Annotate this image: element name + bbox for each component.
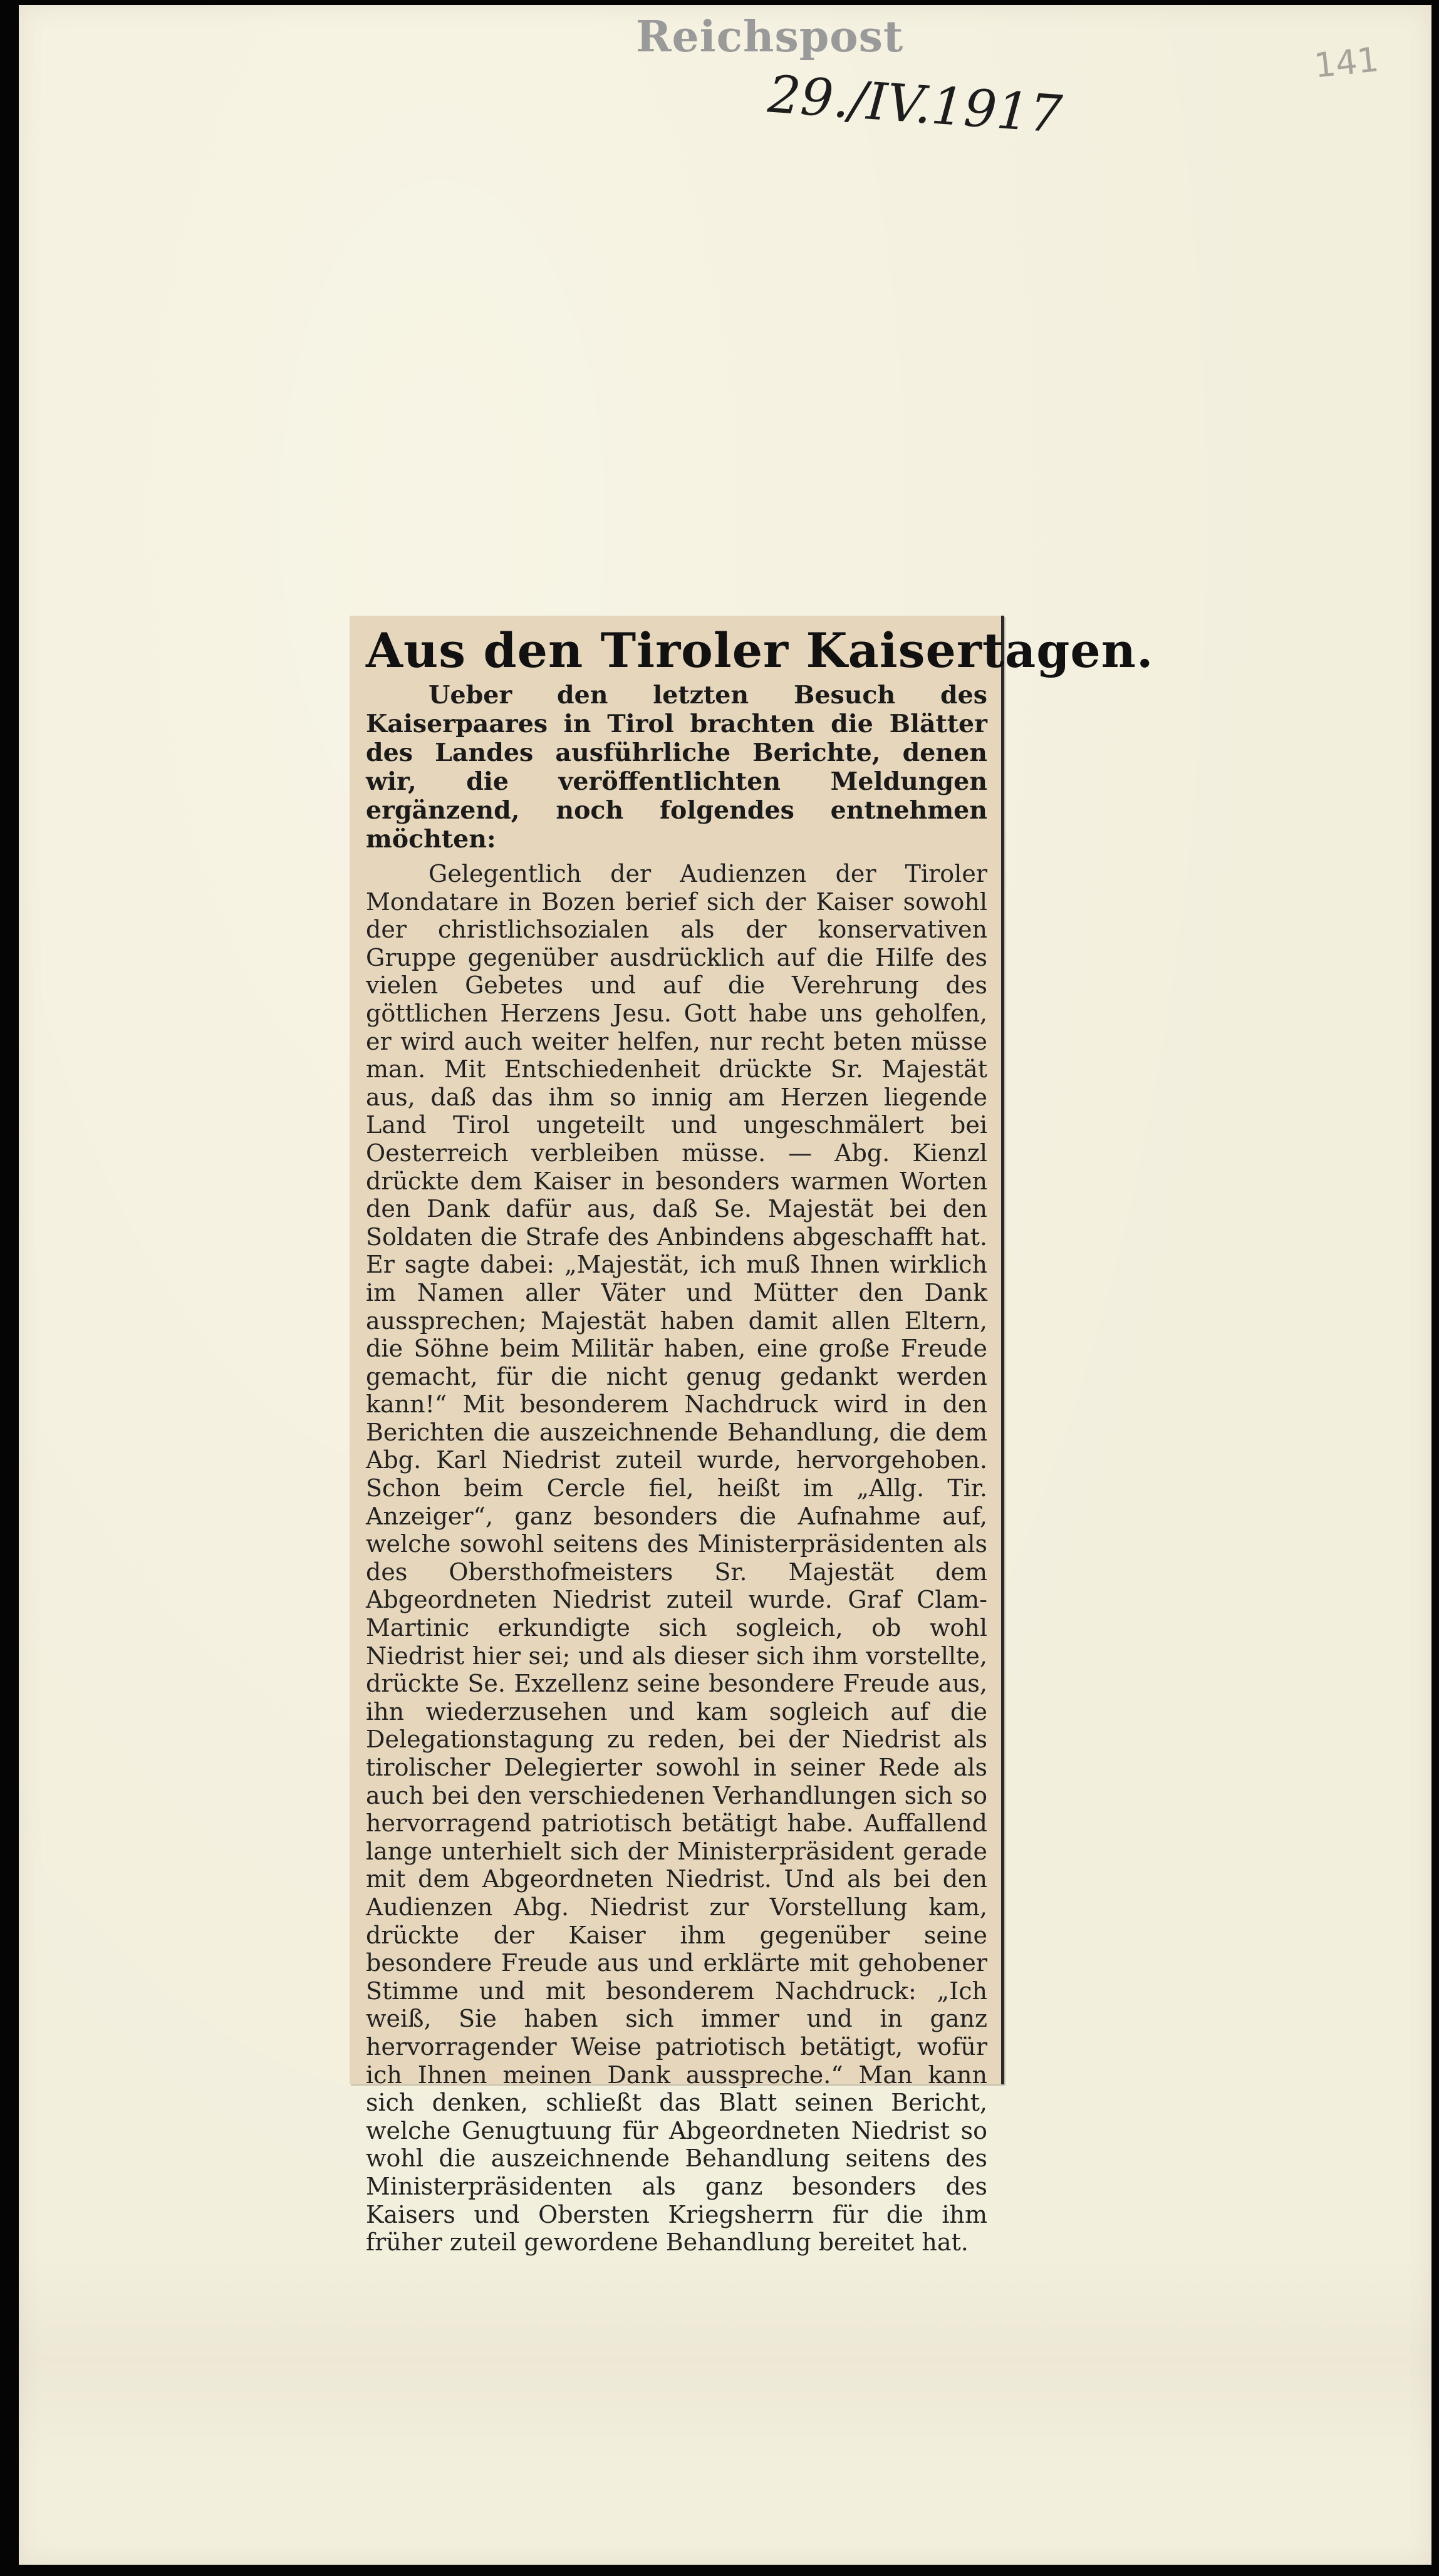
newspaper-clipping [350, 616, 1154, 2257]
newspaper-name-stamp: Reichspost [636, 12, 904, 62]
article-body: Gelegentlich der Audienzen der Tiroler Mondatare in Bozen berief sich der Kaiser sowohl der christlichsozialen als der konservativen Gruppe gegenüber ausdrücklich auf die Hilfe des vielen Gebetes und auf die Verehrung des göttlichen Herzens Jesu. Gott habe uns geholfen, er wird auch weiter helfen, nur recht beten müsse man. Mit Entschiedenheit drückte Sr. Majestät aus, daß das ihm so innig am Herzen liegende Land Tirol ungeteilt und ungeschmälert bei Oesterreich verbleiben müsse. — Abg. Kienzl drückte dem Kaiser in besonders warmen Worten den Dank dafür aus, daß Se. Majestät bei den Soldaten die Strafe des Anbindens abgeschafft hat. Er sagte dabei: „Majestät, ich muß Ihnen wirklich im Namen aller Väter und Mütter den Dank aussprechen; Majestät haben damit allen Eltern, die Söhne beim Militär haben, eine große Freude gemacht, für die nicht genug gedankt werden kann!“ Mit besonderem Nachdruck wird in den Berichten die auszeichnende Behandlung, die dem Abg. Karl Niedrist zuteil wurde, hervorgehoben. Schon beim Cercle fiel, heißt im „Allg. Tir. Anzeiger“, ganz besonders die Aufnahme auf, welche sowohl seitens des Ministerpräsidenten als des Obersthofmeisters Sr. Majestät dem Abgeordneten Niedrist zuteil wurde. Graf Clam-Martinic erkundigte sich sogleich, ob wohl Niedrist hier sei; und als dieser sich ihm vorstellte, drückte Se. Exzellenz seine besondere Freude aus, ihn wiederzusehen und kam sogleich auf die Delegationstagung zu reden, bei der Niedrist als tirolischer Delegierter sowohl in seiner Rede als auch bei den verschiedenen Verhandlungen sich so hervorragend patriotisch betätigt habe. Auffallend lange unterhielt sich der Ministerpräsident gerade mit dem Abgeordneten Niedrist. Und als bei den Audienzen Abg. Niedrist zur Vorstellung kam, drückte der Kaiser ihm gegenüber seine besondere Freude aus und erklärte mit gehobener Stimme und mit besonderem Nachdruck: „Ich weiß, Sie haben sich immer und in ganz hervorragender Weise patriotisch betätigt, wofür ich Ihnen meinen Dank ausspreche.“ Man kann sich denken, schließt das Blatt seinen Bericht, welche Genugtuung für Abgeordneten Niedrist so wohl die auszeichnende Behandlung seitens des Ministerpräsidenten als ganz besonders des Kaisers und Obersten Kriegsherrn für die ihm früher zuteil gewordene Behandlung bereitet hat. [366, 860, 987, 2257]
archive-sheet [19, 5, 1431, 2565]
handwritten-date: 29./IV.1917 [766, 65, 1064, 145]
folio-number: 141 [1312, 39, 1381, 86]
article-headline: Aus den Tiroler Kaisertagen. [366, 623, 1154, 678]
article-lead: Ueber den letzten Besuch des Kaiserpaares in Tirol brachten die Blätter des Landes ausführliche Berichte, denen wir, die veröffentlichten Meldungen ergänzend, noch folgendes entnehmen möchten: [366, 681, 987, 854]
